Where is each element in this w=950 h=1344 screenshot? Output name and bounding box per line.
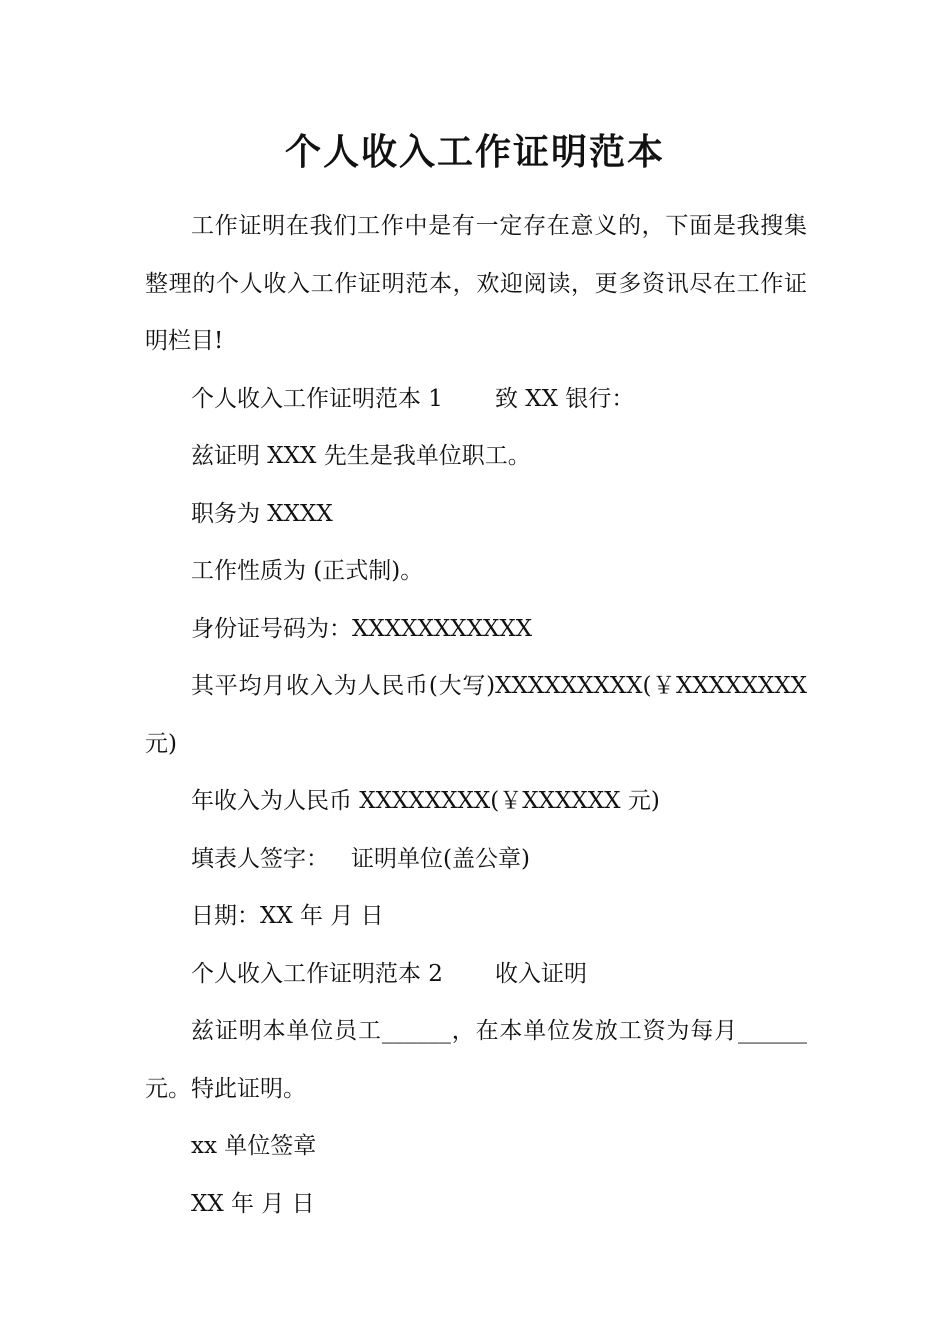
sample1-addressee: 致 XX 银行： — [494, 385, 635, 412]
sample1-signature-line — [145, 831, 807, 889]
sample2-date: XX 年 月 日 — [191, 1190, 315, 1217]
sample2-heading-line — [145, 946, 807, 1004]
sample1-heading-line — [145, 371, 807, 429]
sample1-filler: 填表人签字： — [191, 845, 329, 872]
sample1-position: 职务为 XXXX — [191, 500, 333, 527]
sample2-heading: 个人收入工作证明范本 2 — [191, 960, 443, 987]
sample1-issuer: 证明单位(盖公章) — [351, 845, 530, 872]
document-title: 个人收入工作证明范本 — [284, 131, 665, 173]
sample2-subtitle: 收入证明 — [494, 960, 587, 987]
sample1-annual-income: 年收入为人民币 XXXXXXXX(￥XXXXXX 元) — [191, 788, 660, 814]
sample2-seal: xx 单位签章 — [191, 1133, 317, 1159]
sample1-monthly-income: 其平均月收入为人民币(大写)XXXXXXXXX(￥XXXXXXXX元) — [145, 673, 807, 757]
intro-paragraph: 工作证明在我们工作中是有一定存在意义的，下面是我搜集整理的个人收入工作证明范本，欢迎阅读，更多资讯尽在工作证明栏目! — [145, 213, 807, 354]
sample1-date: 日期：XX 年 月 日 — [191, 903, 384, 929]
sample1-certify: 兹证明 XXX 先生是我单位职工。 — [191, 443, 531, 469]
sample2-body: 兹证明本单位员工______，在本单位发放工资为每月______元。特此证明。 — [145, 1018, 807, 1102]
document-body — [145, 198, 807, 1233]
sample1-id-number: 身份证号码为：XXXXXXXXXXX — [191, 615, 533, 642]
sample1-nature: 工作性质为 (正式制)。 — [191, 558, 424, 584]
sample1-heading: 个人收入工作证明范本 1 — [191, 385, 443, 412]
